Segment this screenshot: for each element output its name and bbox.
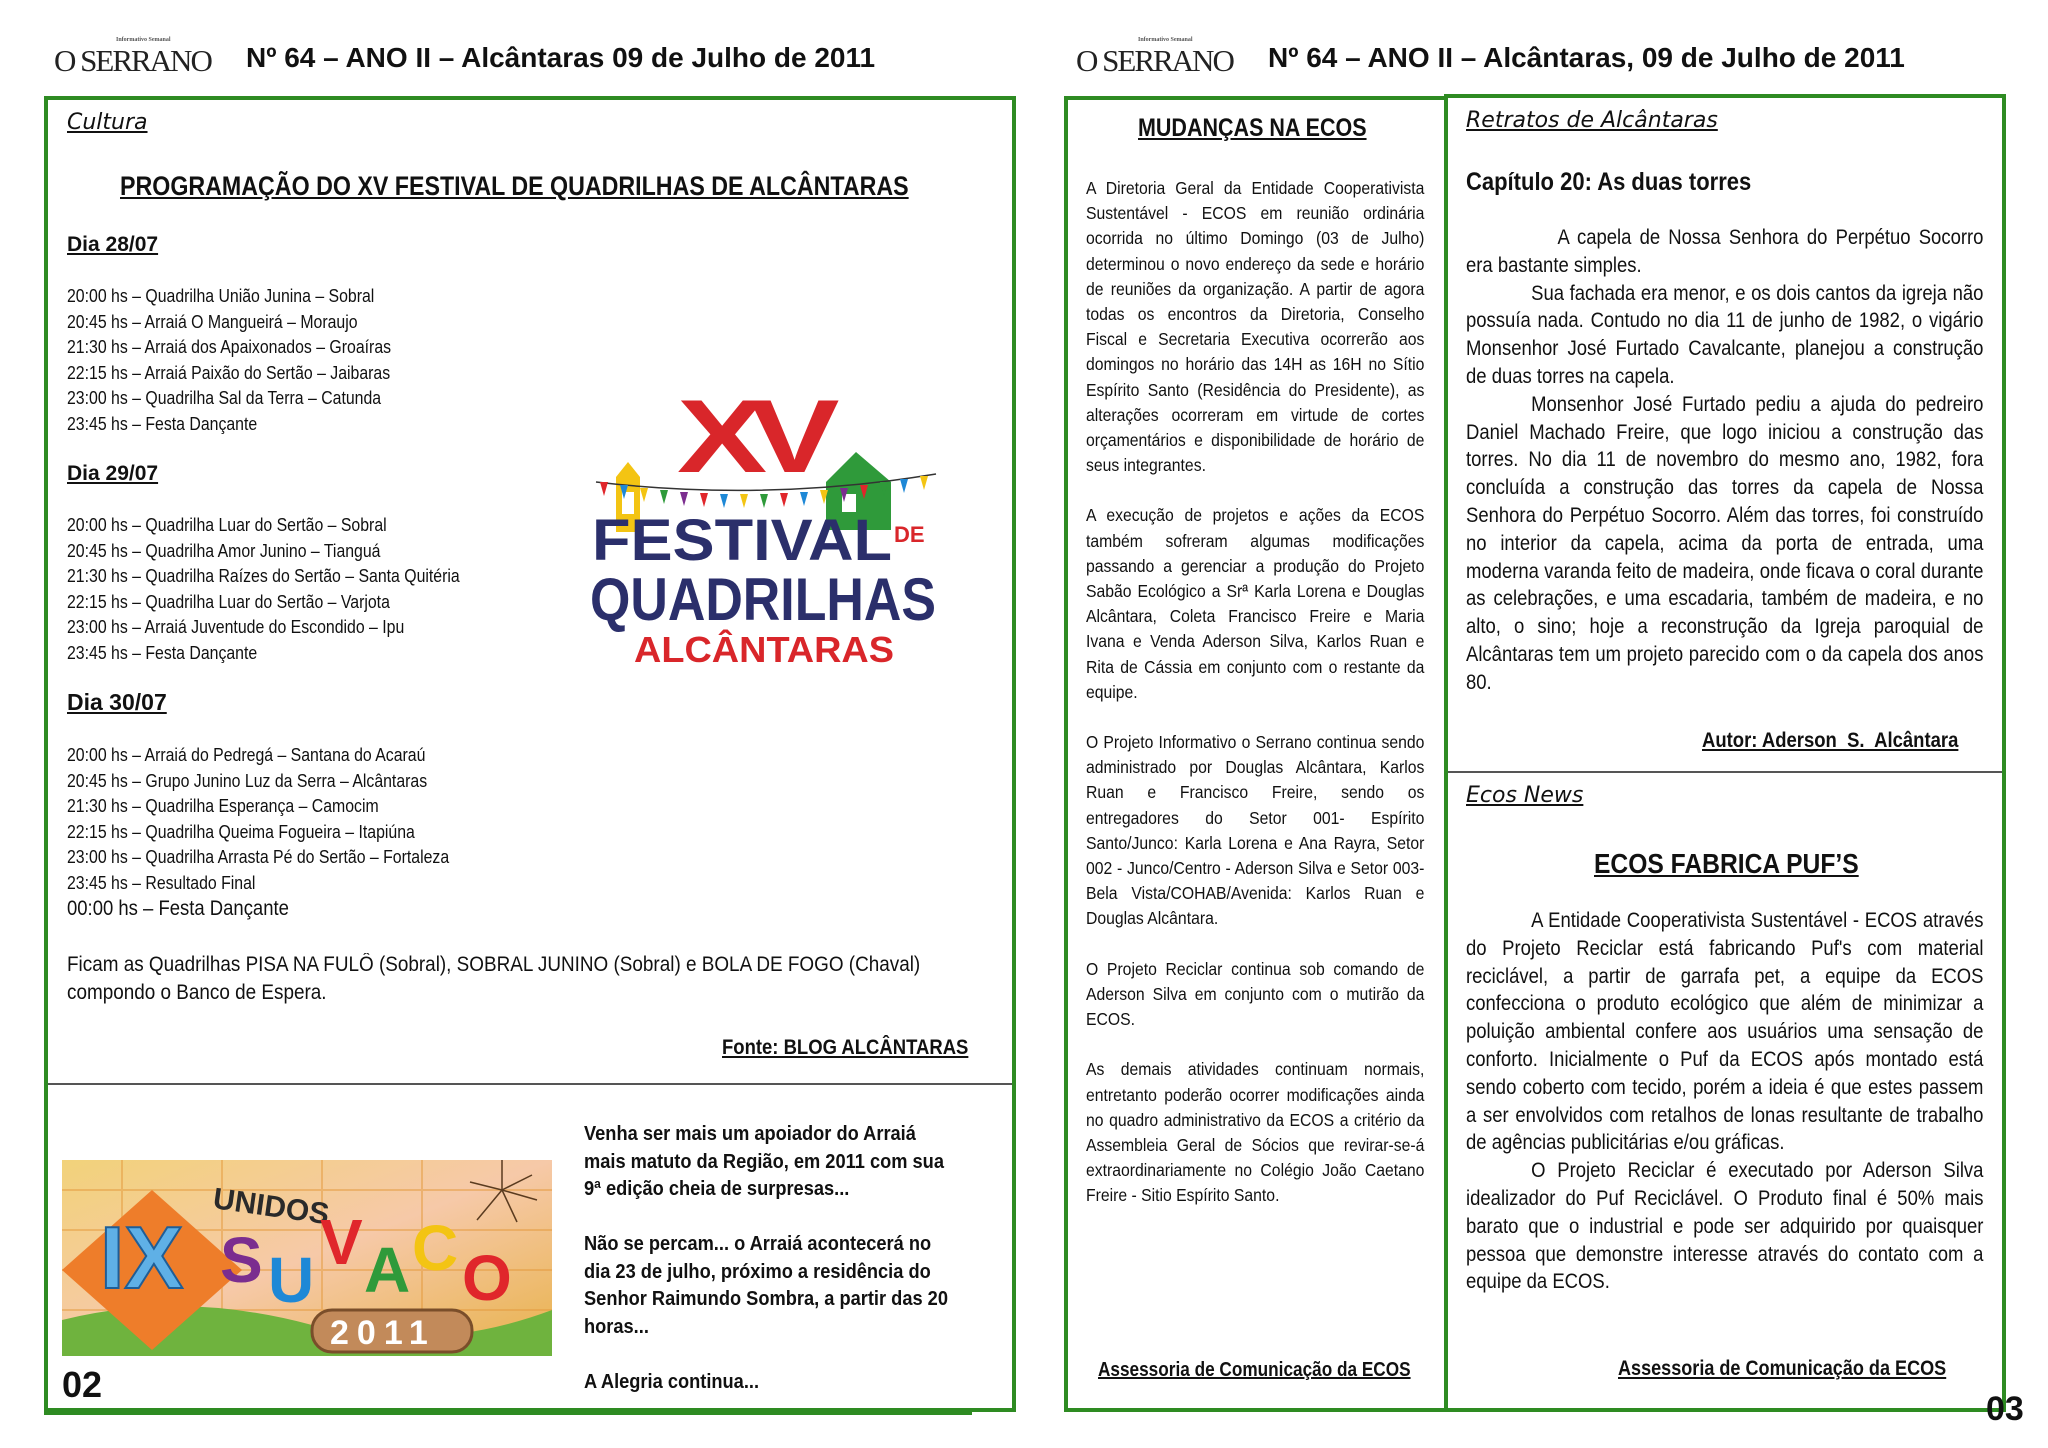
ecos-title: MUDANÇAS NA ECOS (1138, 114, 1367, 142)
logo-right (1076, 36, 1233, 78)
retratos-paragraph: A capela de Nossa Senhora do Perpétuo Socorro era bastante simples. (1466, 226, 1984, 277)
schedule-list (67, 513, 460, 666)
festival-word: FESTIVAL (592, 508, 892, 573)
news-title: ECOS FABRICA PUF’S (1594, 848, 1859, 879)
day-label: Dia 29/07 (67, 462, 159, 485)
ecos-paragraph: O Projeto Reciclar continua sob comando de Aderson Silva em conjunto com o mutirão da ECOS. (1086, 958, 1425, 1030)
logo-left (54, 36, 211, 78)
schedule-item: 22:15 hs – Arraiá Paixão do Sertão – Jaibaras (67, 362, 391, 383)
schedule-item: 23:45 hs – Festa Dançante (67, 642, 258, 663)
promo-line: 9ª edição cheia de surpresas... (584, 1177, 850, 1200)
ecos-article (1086, 176, 1424, 1209)
news-signature: Assessoria de Comunicação da ECOS (1618, 1357, 1947, 1380)
suvaco-unidos: UNIDOS (211, 1182, 332, 1232)
schedule-item: 21:30 hs – Quadrilha Raízes do Sertão – Santa Quitéria (67, 566, 460, 586)
promo-line: mais matuto da Região, em 2011 com sua (584, 1149, 944, 1173)
schedule-item: 20:00 hs – Arraiá do Pedregá – Santana do Acaraú (67, 745, 426, 765)
promo-line (584, 1203, 948, 1231)
schedule-item: 20:45 hs – Grupo Junino Luz da Serra – Alcântaras (67, 770, 428, 791)
schedule-item: 23:00 hs – Arraiá Juventude do Escondido – Ipu (67, 617, 405, 637)
schedule-item: 21:30 hs – Quadrilha Esperança – Camocim (67, 796, 379, 816)
suvaco-roman: IX (100, 1208, 184, 1307)
promo-block (584, 1120, 948, 1395)
ecos-paragraph: A execução de projetos e ações da ECOS também sofreram algumas modificações passando a gerenciar a produção do Projeto Sabão Ecológico a Srª Karla Lorena e Douglas Alcântara, Coleta Francisco Freire e Maria Ivana e Venda Aderson Silva, Karlos Ruan e Rita de Cássia em conjunto com o restante da equipe. (1086, 505, 1425, 702)
schedule-item: 23:45 hs – Festa Dançante (67, 413, 258, 434)
section-label-ecos-news: Ecos News (1466, 783, 1584, 808)
schedule-item: 20:45 hs – Quadrilha Amor Junino – Tianguá (67, 540, 381, 561)
source-credit: Fonte: BLOG ALCÂNTARAS (722, 1036, 969, 1059)
promo-line (584, 1340, 948, 1368)
section-label-retratos: Retratos de Alcântaras (1466, 108, 1718, 133)
day-label: Dia 30/07 (67, 689, 167, 715)
festival-de: DE (894, 522, 925, 547)
suvaco-letter: C (412, 1212, 459, 1284)
schedule-item: 23:00 hs – Quadrilha Sal da Terra – Catunda (67, 388, 382, 408)
schedule-item: 23:45 hs – Resultado Final (67, 872, 256, 893)
left-header-title: Nº 64 – ANO II – Alcântaras 09 de Julho de 2011 (246, 42, 876, 73)
suvaco-letter: V (320, 1206, 363, 1278)
day-label: Dia 28/07 (67, 233, 159, 256)
retratos-author: Autor: Aderson S. Alcântara (1702, 729, 1959, 752)
section-label-cultura: Cultura (67, 110, 148, 135)
suvaco-banner (62, 1160, 552, 1356)
promo-line: Não se percam... o Arraiá acontecerá no (584, 1232, 932, 1255)
logo-name: O SERRANO (1076, 43, 1233, 78)
ecos-signature: Assessoria de Comunicação da ECOS (1098, 1359, 1411, 1381)
logo-name: O SERRANO (54, 43, 211, 78)
suvaco-letter: S (220, 1224, 263, 1296)
promo-line: dia 23 de julho, próximo a residência do (584, 1259, 931, 1283)
logo-tag: Informativo Semanal (1138, 37, 1193, 43)
schedule-item: 23:00 hs – Quadrilha Arrasta Pé do Sertão – Fortaleza (67, 847, 450, 867)
schedule-list (67, 743, 449, 922)
schedule-item: 22:15 hs – Quadrilha Queima Fogueira – Itapiúna (67, 821, 415, 842)
page-number-left: 02 (62, 1364, 103, 1405)
left-divider (48, 1083, 1012, 1085)
retratos-paragraph: Sua fachada era menor, e os dois cantos da igreja não possuía nada. Contudo no dia 11 de junho de 1982, o vigário Monsenhor José Furtado Cavalcante, planejou a construção de duas torres na capela. (1466, 281, 1984, 388)
suvaco-letter: O (462, 1242, 512, 1314)
promo-line: horas... (584, 1314, 649, 1338)
chapter-title: Capítulo 20: As duas torres (1466, 168, 1752, 196)
page-number-right: 03 (1986, 1390, 2024, 1428)
reserve-note-2: compondo o Banco de Espera. (67, 981, 327, 1004)
promo-line: A Alegria continua... (584, 1369, 760, 1393)
suvaco-letter: U (268, 1244, 315, 1316)
schedule-item: 21:30 hs – Arraiá dos Apaixonados – Groaíras (67, 337, 392, 357)
schedule-item: 00:00 hs – Festa Dançante (67, 897, 289, 920)
suvaco-year: 2011 (330, 1314, 436, 1352)
reserve-note: Ficam as Quadrilhas PISA NA FULÔ (Sobral), SOBRAL JUNINO (Sobral) e BOLA DE FOGO (Chaval) (67, 953, 921, 976)
festival-title: PROGRAMAÇÃO DO XV FESTIVAL DE QUADRILHAS DE ALCÂNTARAS (120, 171, 909, 201)
festival-quadrilhas: QUADRILHAS (590, 566, 936, 633)
festival-logo (586, 378, 946, 682)
festival-logo-graphic (586, 378, 946, 682)
schedule-item: 22:15 hs – Quadrilha Luar do Sertão – Varjota (67, 591, 390, 612)
right-divider (1448, 771, 2002, 773)
suvaco-banner-graphic (62, 1160, 552, 1356)
left-bottom-rule (44, 1412, 972, 1415)
right-header-title: Nº 64 – ANO II – Alcântaras, 09 de Julho de 2011 (1268, 42, 1905, 73)
schedule-list (67, 284, 391, 437)
promo-line: Senhor Raimundo Sombra, a partir das 20 (584, 1287, 948, 1310)
ecos-paragraph: A Diretoria Geral da Entidade Cooperativista Sustentável - ECOS em reunião ordinária ocorrida no último Domingo (03 de Julho) determinou o novo endereço da sede e horário de reuniões da organização. A partir de agora todas os encontros da Diretoria, Conselho Fiscal e Secretaria Executiva ocorrerão aos domingos no horário das 14H as 16H no Sítio Espírito Santo (Residência do Presidente), as alterações ocorreram em virtude de cortes orçamentários e disponibilidade de horário de seus integrantes. (1086, 178, 1425, 476)
promo-line: Venha ser mais um apoiador do Arraiá (584, 1122, 916, 1145)
news-paragraph: O Projeto Reciclar é executado por Aderson Silva idealizador do Puf Reciclável. O Produto final é 50% mais barato que o industrial e pode ser adquirido por quaisquer pessoa que demonstre interesse através do contato com a equipe da ECOS. (1466, 1159, 1984, 1294)
festival-city: ALCÂNTARAS (634, 629, 882, 670)
retratos-paragraph: Monsenhor José Furtado pediu a ajuda do pedreiro Daniel Machado Freire, que logo iniciou a construção das torres. No dia 11 de novembro do mesmo ano, 1982, fora concluída a construção das torres da capela de Nossa Senhora do Perpétuo Socorro. Além das torres, foi construído no interior da capela, acima da porta de entrada, uma moderna varanda feito de madeira, onde ficava o coral durante as celebrações, e uma escadaria, também de madeira, e no alto, o sino; hoje a reconstrução da Igreja paroquial de Alcântaras tem um projeto parecido com o da capela dos anos 80. (1466, 392, 1984, 694)
logo-tag: Informativo Semanal (116, 37, 171, 43)
news-article (1466, 907, 1983, 1296)
retratos-article (1466, 224, 1983, 697)
suvaco-letter: A (364, 1234, 411, 1306)
ecos-paragraph: O Projeto Informativo o Serrano continua sendo administrado por Douglas Alcântara, Karlos Ruan e Francisco Freire, sendo os entregadores do Setor 001- Espírito Santo/Junco: Karla Lorena e Ana Rayra, Setor 002 - Junco/Centro - Aderson Silva e Setor 003- Bela Vista/COHAB/Avenida: Karlos Ruan e Douglas Alcântara. (1086, 732, 1425, 929)
schedule-item: 20:45 hs – Arraiá O Mangueirá – Moraujo (67, 311, 358, 332)
festival-xv: XV (677, 378, 840, 495)
schedule-item: 20:00 hs – Quadrilha Luar do Sertão – Sobral (67, 515, 387, 535)
schedule-item: 20:00 hs – Quadrilha União Junina – Sobral (67, 286, 375, 306)
ecos-paragraph: As demais atividades continuam normais, entretanto poderão ocorrer modificações ainda no quadro administrativo da ECOS a critério da Assembleia Geral de Sócios que revirar-se-á extraordinariamente no Colégio João Caetano Freire - Sitio Espírito Santo. (1086, 1059, 1425, 1206)
news-paragraph: A Entidade Cooperativista Sustentável - ECOS através do Projeto Reciclar está fabricando Puf's com material reciclável, a partir de garrafa pet, a equipe da ECOS confecciona o produto ecológico que além de minimizar a poluição ambiental confere aos usuários uma sensação de conforto. Inicialmente o Puf da ECOS após montado está sendo coberto com tecido, porém a ideia é que estes passem a ser envolvidos com retalhos de lonas resultante de trabalho de agências publicitárias e/ou gráficas. (1466, 909, 1984, 1155)
